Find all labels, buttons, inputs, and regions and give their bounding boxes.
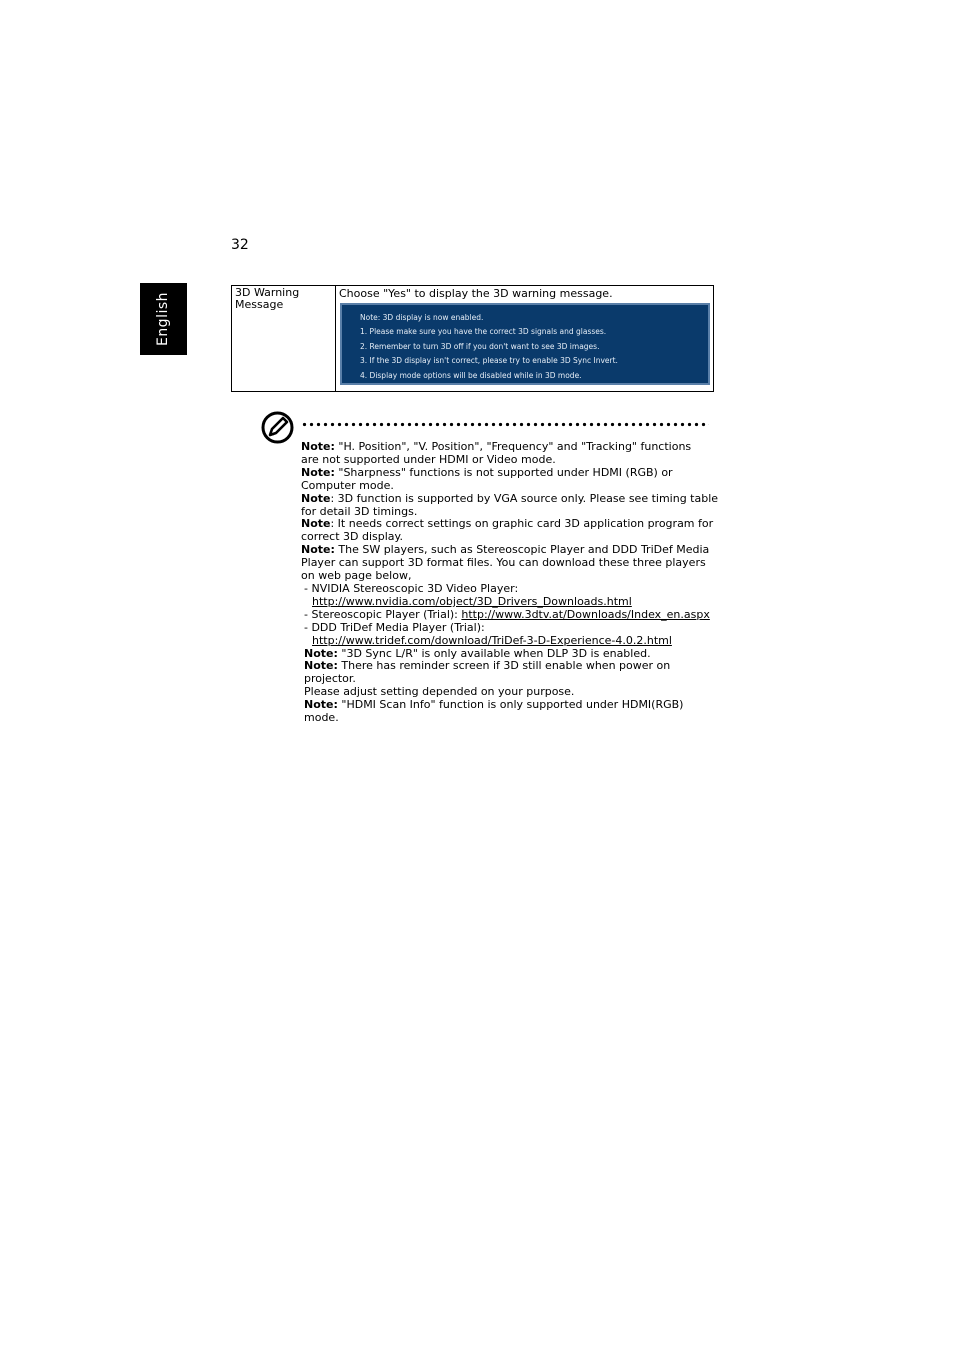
note-item [301, 660, 721, 686]
settings-table [231, 285, 714, 392]
setting-description-cell [336, 286, 714, 392]
note-label: Note: [304, 698, 338, 712]
note-item [301, 467, 721, 480]
note-label: Note: [301, 465, 335, 479]
player-item-label: - Stereoscopic Player (Trial): [304, 607, 462, 621]
note-text: There has reminder screen if 3D still enable when power on projector. [304, 659, 671, 686]
note-label: Note [301, 517, 331, 531]
note-text: Please adjust setting depended on your purpose. [304, 685, 575, 699]
note-text: Player can support 3D format files. You can download these three players [301, 556, 706, 570]
player-item-label: - NVIDIA Stereoscopic 3D Video Player: [304, 581, 519, 595]
note-text: on web page below, [301, 569, 412, 583]
player-item [301, 609, 721, 622]
note-text: are not supported under HDMI or Video mode. [301, 452, 556, 466]
osd-line: 4. Display mode options will be disabled while in 3D mode. [360, 370, 582, 380]
table-row [232, 286, 714, 392]
language-tab-label: English [155, 291, 172, 347]
note-text: : It needs correct settings on graphic card 3D application program for [330, 517, 714, 531]
osd-line: 3. If the 3D display isn't correct, please try to enable 3D Sync Invert. [360, 356, 618, 366]
note-label: Note [301, 491, 331, 505]
osd-line: 2. Remember to turn 3D off if you don't want to see 3D images. [360, 341, 600, 351]
tridef-download-link[interactable]: http://www.tridef.com/download/TriDef-3-D-Experience-4.0.2.html [312, 633, 672, 647]
note-text: "Sharpness" functions is not supported under HDMI (RGB) or [334, 465, 673, 479]
player-item-label: - DDD TriDef Media Player (Trial): [304, 620, 485, 634]
dotted-divider [301, 422, 709, 427]
note-text: : 3D function is supported by VGA source only. Please see timing table [330, 491, 719, 505]
note-label: Note: [301, 440, 335, 453]
note-text: Computer mode. [301, 478, 394, 492]
note-text: "H. Position", "V. Position", "Frequency" and "Tracking" functions [334, 440, 692, 453]
setting-label: 3D Warning Message [232, 286, 336, 392]
note-item [301, 493, 721, 506]
note-label: Note: [301, 543, 335, 557]
osd-line: Note: 3D display is now enabled. [360, 313, 484, 322]
page-number: 32 [231, 237, 249, 253]
note-text: correct 3D display. [301, 530, 403, 544]
note-item [301, 699, 721, 725]
note-pen-icon [261, 411, 294, 444]
osd-warning-screenshot [340, 303, 710, 385]
language-tab [140, 283, 187, 355]
osd-line: 1. Please make sure you have the correct 3D signals and glasses. [360, 327, 607, 337]
note-label: Note: [304, 659, 338, 673]
note-text: "HDMI Scan Info" function is only supported under HDMI(RGB) mode. [304, 698, 684, 725]
note-text: for detail 3D timings. [301, 504, 418, 518]
notes-section [301, 441, 721, 725]
3dtv-download-link[interactable]: http://www.3dtv.at/Downloads/Index_en.aspx [461, 607, 710, 621]
note-text: "3D Sync L/R" is only available when DLP 3D is enabled. [337, 646, 651, 660]
note-label: Note: [304, 646, 338, 660]
setting-description: Choose "Yes" to display the 3D warning message. [339, 287, 613, 300]
note-text: The SW players, such as Stereoscopic Player and DDD TriDef Media [334, 543, 710, 557]
nvidia-download-link[interactable]: http://www.nvidia.com/object/3D_Drivers_Downloads.html [312, 594, 632, 608]
note-item [301, 441, 721, 454]
